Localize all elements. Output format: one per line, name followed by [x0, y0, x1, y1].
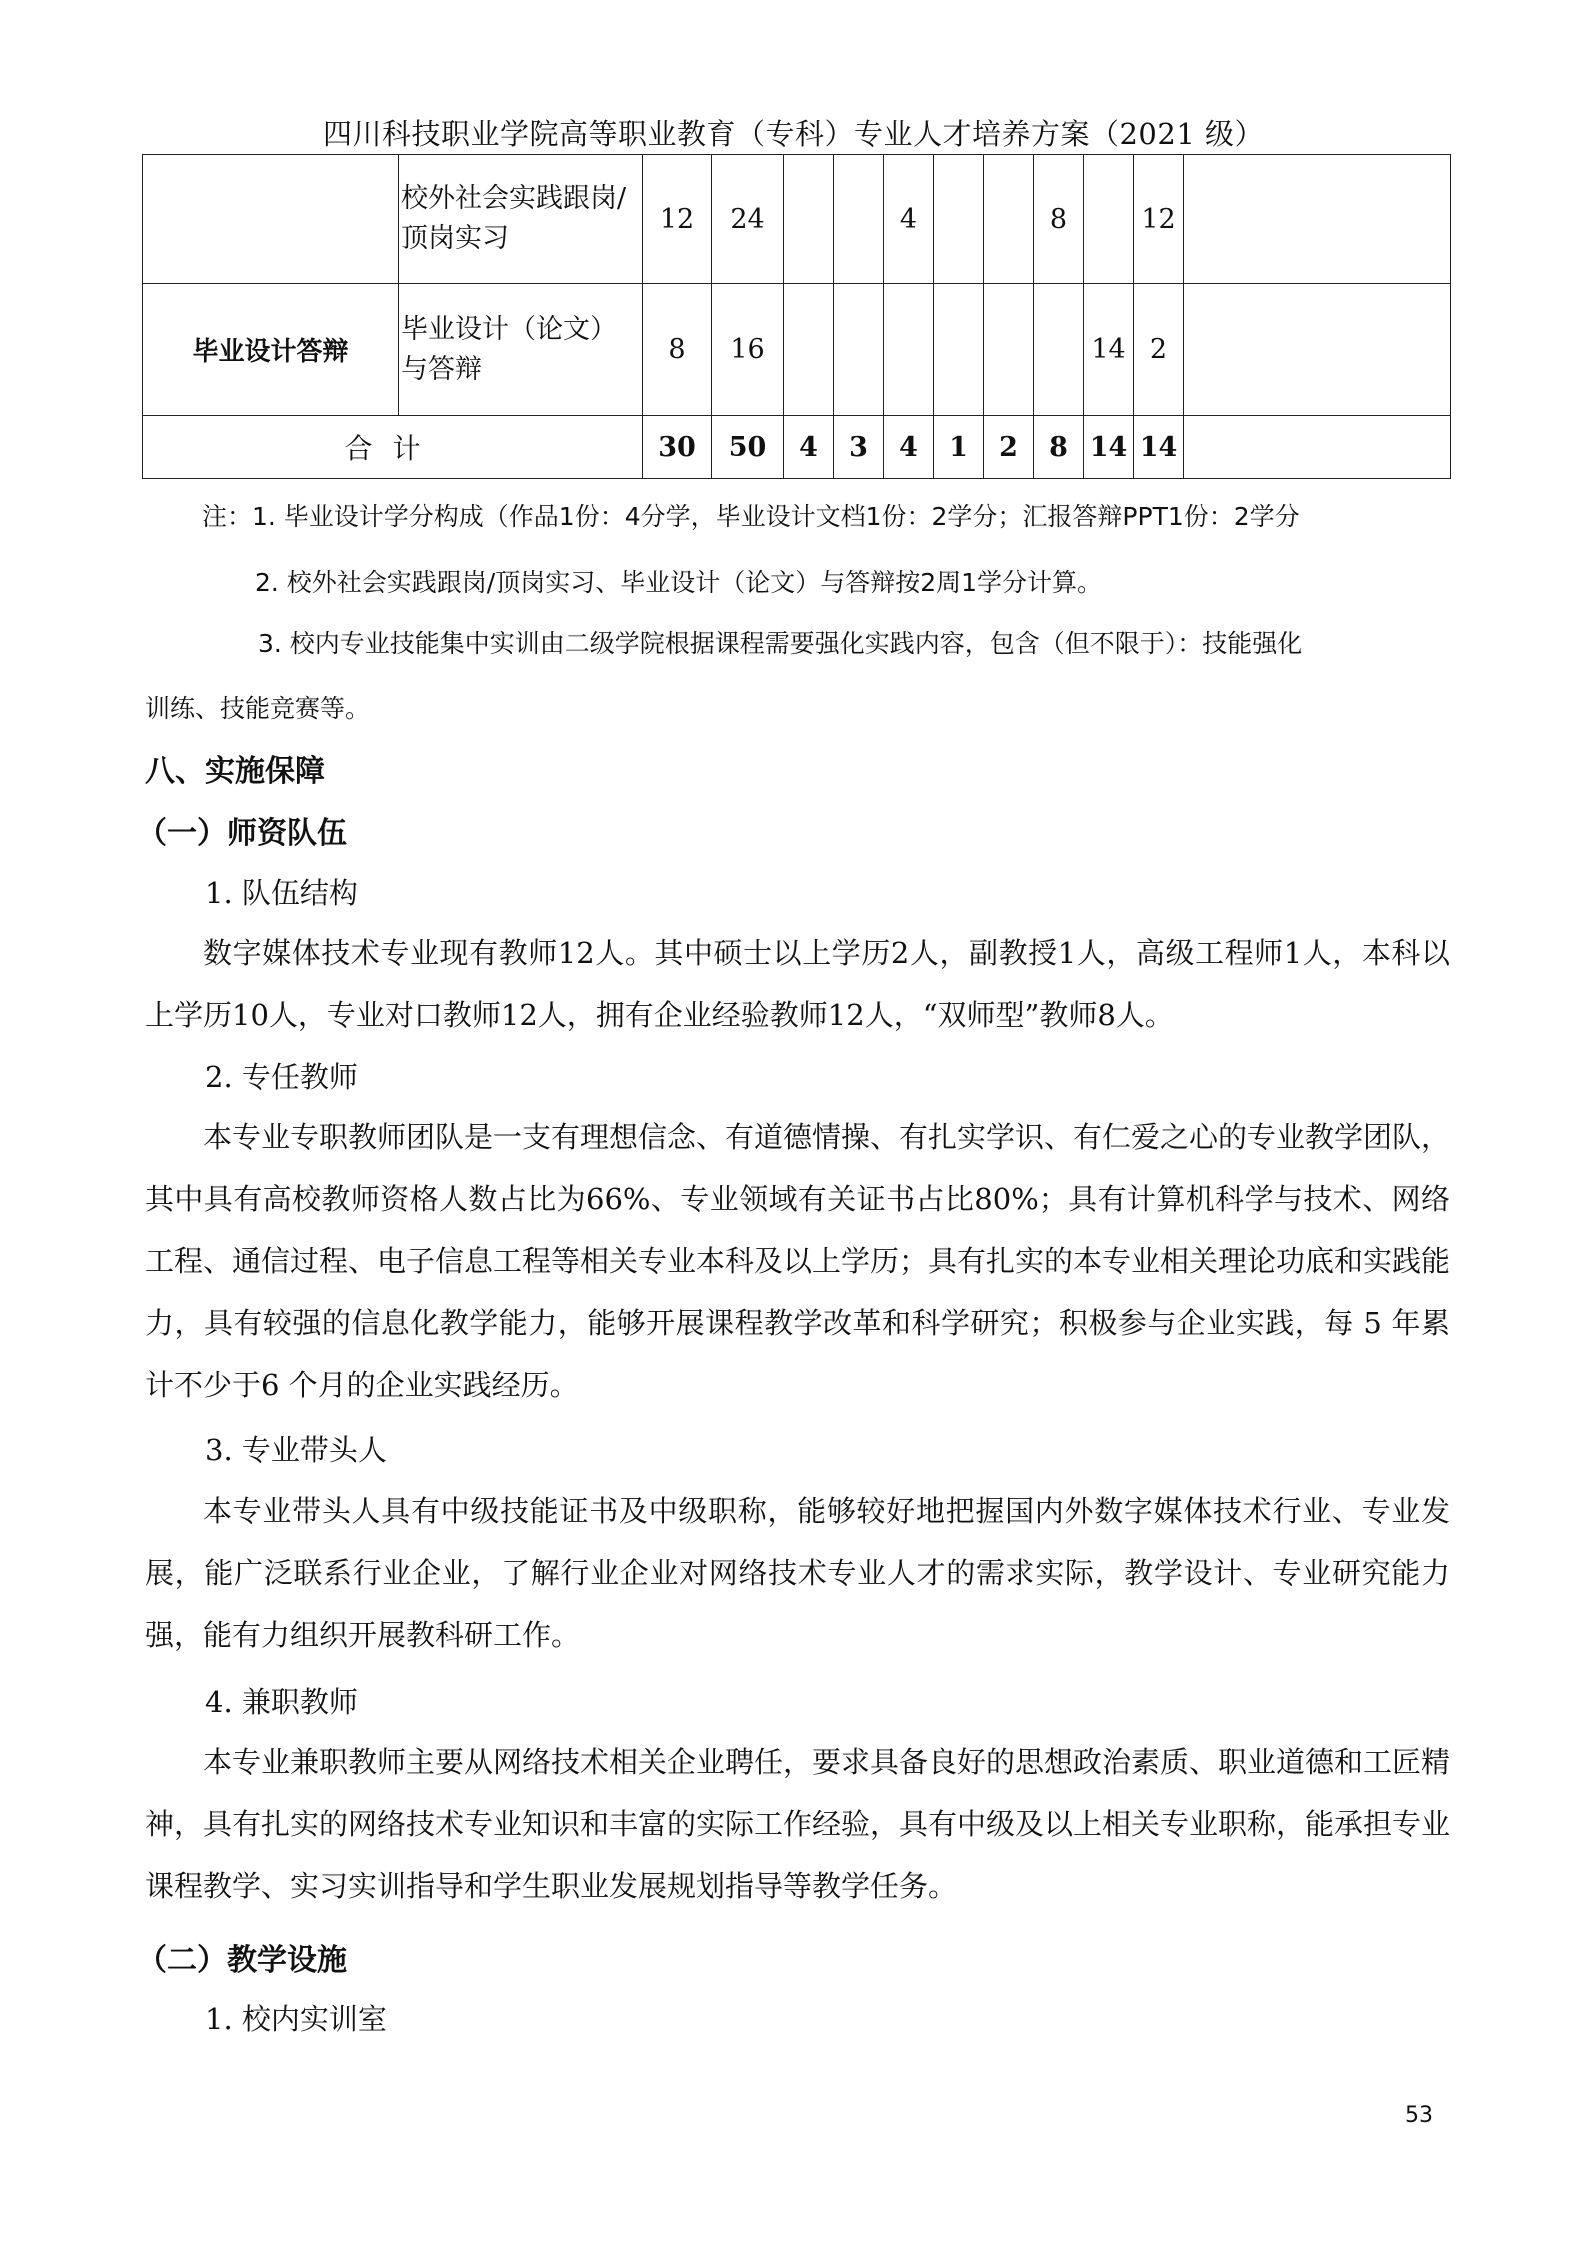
note-3-cont: 训练、技能竞赛等。: [145, 694, 371, 723]
total-cell: 1: [934, 416, 984, 479]
table-cell: 4: [884, 155, 934, 284]
item-title: 2. 专任教师: [205, 1060, 358, 1094]
table-row: [143, 284, 1451, 416]
item-title: 4. 兼职教师: [205, 1685, 358, 1719]
table-row: [143, 155, 1451, 284]
row-category: [143, 155, 399, 284]
note-3: 3. 校内专业技能集中实训由二级学院根据课程需要强化实践内容，包含（但不限于）：技能强化: [258, 629, 1303, 658]
table-cell: [1084, 155, 1134, 284]
note-2: 2. 校外社会实践跟岗/顶岗实习、毕业设计（论文）与答辩按2周1学分计算。: [255, 568, 1103, 597]
table-cell: [834, 155, 884, 284]
total-cell: 30: [643, 416, 712, 479]
row-course: 校外社会实践跟岗/顶岗实习: [399, 155, 643, 284]
table-cell: 12: [1134, 155, 1184, 284]
subsection-title: （一）师资队伍: [137, 816, 347, 851]
item-title: 1. 校内实训室: [205, 2002, 387, 2036]
table-cell: [784, 155, 834, 284]
paragraph: 本专业兼职教师主要从网络技术相关企业聘任，要求具备良好的思想政治素质、职业道德和工匠精神，具有扎实的网络技术专业知识和丰富的实际工作经验，具有中级及以上相关专业职称，能承担专业课程教学、实习实训指导和学生职业发展规划指导等教学任务。: [145, 1745, 1451, 1903]
table-cell: 8: [1034, 155, 1084, 284]
table-cell: [934, 155, 984, 284]
table-cell: 24: [712, 155, 784, 284]
table-cell: 2: [1134, 284, 1184, 416]
total-cell: 3: [834, 416, 884, 479]
table-cell: 16: [712, 284, 784, 416]
paragraph: 本专业专职教师团队是一支有理想信念、有道德情操、有扎实学识、有仁爱之心的专业教学团队，其中具有高校教师资格人数占比为66%、专业领域有关证书占比80%；具有计算机科学与技术、网络工程、通信过程、电子信息工程等相关专业本科及以上学历；具有扎实的本专业相关理论功底和实践能力，具有较强的信息化教学能力，能够开展课程教学改革和科学研究；积极参与企业实践，每 5 年累计不少于6 个月的企业实践经历。: [145, 1120, 1451, 1402]
total-cell: 14: [1084, 416, 1134, 479]
total-cell: 2: [984, 416, 1034, 479]
total-label: 合计: [143, 416, 643, 479]
item-title: 1. 队伍结构: [205, 876, 358, 910]
row-category: 毕业设计答辩: [143, 284, 399, 416]
total-cell: 4: [784, 416, 834, 479]
table-cell: [884, 284, 934, 416]
table-cell: [934, 284, 984, 416]
table-cell-empty: [1184, 284, 1451, 416]
subsection-title: （二）教学设施: [137, 1943, 347, 1978]
table-cell-empty: [1184, 416, 1451, 479]
table-cell: 12: [643, 155, 712, 284]
table-cell-empty: [1184, 155, 1451, 284]
table-cell: 14: [1084, 284, 1134, 416]
table-total-row: [143, 416, 1451, 479]
page-header: 四川科技职业学院高等职业教育（专科）专业人才培养方案（2021 级）: [322, 117, 1265, 151]
total-cell: 50: [712, 416, 784, 479]
total-cell: 4: [884, 416, 934, 479]
section-title: 八、实施保障: [145, 754, 325, 789]
paragraph: 本专业带头人具有中级技能证书及中级职称，能够较好地把握国内外数字媒体技术行业、专业发展，能广泛联系行业企业，了解行业企业对网络技术专业人才的需求实际，教学设计、专业研究能力强，能有力组织开展教科研工作。: [145, 1494, 1450, 1652]
page-number: 53: [1405, 2103, 1433, 2128]
table-cell: [1034, 284, 1084, 416]
table-cell: [834, 284, 884, 416]
row-course: 毕业设计（论文）与答辩: [399, 284, 643, 416]
table-cell: 8: [643, 284, 712, 416]
table-cell: [984, 284, 1034, 416]
table-cell: [784, 284, 834, 416]
credit-table: [142, 154, 1451, 479]
total-cell: 14: [1134, 416, 1184, 479]
table-cell: [984, 155, 1034, 284]
item-title: 3. 专业带头人: [205, 1433, 387, 1467]
total-cell: 8: [1034, 416, 1084, 479]
note-1: 注：1. 毕业设计学分构成（作品1份：4分学，毕业设计文档1份：2学分；汇报答辩PPT1份：2学分: [202, 502, 1300, 531]
paragraph: 数字媒体技术专业现有教师12人。其中硕士以上学历2人，副教授1人，高级工程师1人，本科以上学历10人，专业对口教师12人，拥有企业经验教师12人，“双师型”教师8人。: [145, 936, 1450, 1032]
